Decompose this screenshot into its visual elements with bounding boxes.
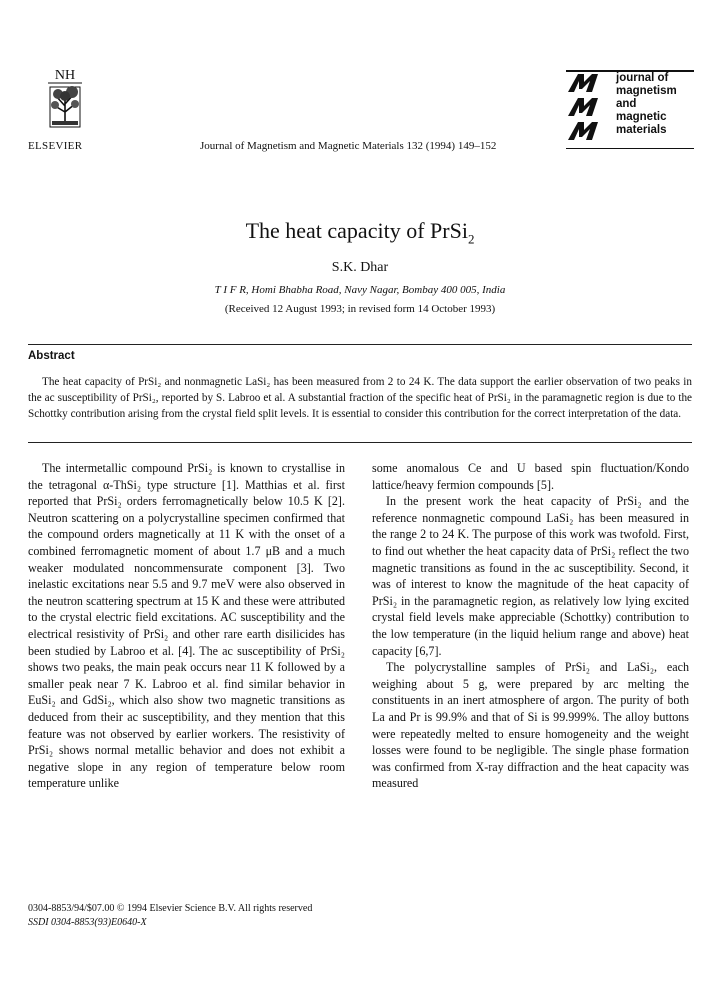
logo-rule-bottom <box>566 148 694 149</box>
author: S.K. Dhar <box>331 260 389 275</box>
journal-logo-word: magnetic <box>616 111 667 123</box>
body-paragraph: The intermetallic compound PrSi₂ is known to crystallise in the tetragonal α-ThSi₂ type structure [1]. Matthias et al. first reported that PrSi₂ orders ferromagnetically below 10.5 K [2]. Neutron scattering on a polycrystalline specimen confirmed that the compound orders magnetically at 11 K with the onset of a combined ferromagnetic moment of about 1.7 μB and a much weaker modulated noncommensurate component [3]. Two inelastic excitations near 5.5 and 9.7 meV were also observed in the neutron scattering spectrum at 15 K and these were attributed to the crystal electric field excitations. AC susceptibility and the electrical resistivity of PrSi₂ and other rare earth disilicides has been studied by Labroo et al. [4]. The ac susceptibility of PrSi₂ shows two peaks, the main peak occurs near 11 K followed by a smaller peak near 7 K. Labroo et al. find similar behavior in EuSi₂ and GdSi₂, which also show two magnetic transitions as deduced from their ac susceptibility, and they mention that this feature was not observed by earlier workers. The resistivity of PrSi₂ shows normal metallic behavior and does not exhibit a negative slope in any region of temperature below room temperature unlike <box>28 461 345 791</box>
journal-logo-word: materials <box>616 124 667 136</box>
divider <box>28 442 692 443</box>
copyright-block <box>28 902 312 930</box>
journal-citation: Journal of Magnetism and Magnetic Materials 132 (1994) 149–152 <box>200 140 497 152</box>
journal-logo <box>566 68 696 152</box>
journal-logo-word: journal of <box>616 72 669 84</box>
divider <box>28 344 692 345</box>
m-logo-icon <box>566 74 610 92</box>
publisher-logo <box>40 66 90 134</box>
received-date: (Received 12 August 1993; in revised form 14 October 1993) <box>224 303 496 315</box>
body-paragraph: The polycrystalline samples of PrSi₂ and LaSi₂, each weighing about 5 g, were prepared by arc melting the constituents in an inert atmosphere of argon. The purity of both La and Pr is 99.9% and that of Si is 99.999%. The alloy buttons were repeatedly melted to ensure homogeneity and the weight losses were found to be negligible. The single phase formation was confirmed from X-ray diffraction and the heat capacity was measured <box>372 660 689 791</box>
affiliation: T I F R, Homi Bhabha Road, Navy Nagar, Bombay 400 005, India <box>214 284 506 296</box>
m-logo-icon <box>566 122 610 140</box>
copyright-line: 0304-8853/94/$07.00 © 1994 Elsevier Science B.V. All rights reserved <box>28 903 313 914</box>
journal-logo-word: magnetism <box>616 85 677 97</box>
ssdi-line: SSDI 0304-8853(93)E0640-X <box>28 917 147 928</box>
m-logo-icon <box>566 98 610 116</box>
journal-logo-word: and <box>616 98 637 110</box>
abstract-text: The heat capacity of PrSi₂ and nonmagnetic LaSi₂ has been measured from 2 to 24 K. The data support the earlier observation of two peaks in the ac susceptibility of PrSi₂, reported by S. Labroo et al. A substantial fraction of the specific heat of PrSi₂ in the paramagnetic region is due to the Schottky contribution arising from the crystal field split levels. It is essential to consider this contribution for the correct interpretation of the data. <box>28 376 692 420</box>
publisher-name: ELSEVIER <box>28 140 83 152</box>
body-column-left <box>28 460 345 792</box>
abstract <box>28 375 692 422</box>
tree-logo-icon <box>40 66 90 134</box>
publisher-logo-text: NH <box>54 68 76 83</box>
abstract-heading: Abstract <box>28 350 75 362</box>
body-paragraph: some anomalous Ce and U based spin fluctuation/Kondo lattice/heavy fermion compounds [5]. <box>372 461 689 492</box>
article-title: The heat capacity of PrSi$_2$ <box>245 218 475 247</box>
body-column-right <box>372 460 689 792</box>
body-paragraph: In the present work the heat capacity of PrSi₂ and the reference nonmagnetic compound LaSi₂ has been measured in the range 2 to 24 K. The purpose of this work was twofold. First, to find out whether the heat capacity data of PrSi₂ reflect the two magnetic transitions as found in the ac susceptibility. Second, it was of interest to know the magnitude of the heat capacity of PrSi₂ in the paramagnetic region, as relatively low lying excited crystal field levels make appreciable (Schottky) contribution to the low temperature (in the liquid helium range and above) heat capacity [6,7]. <box>372 494 689 658</box>
